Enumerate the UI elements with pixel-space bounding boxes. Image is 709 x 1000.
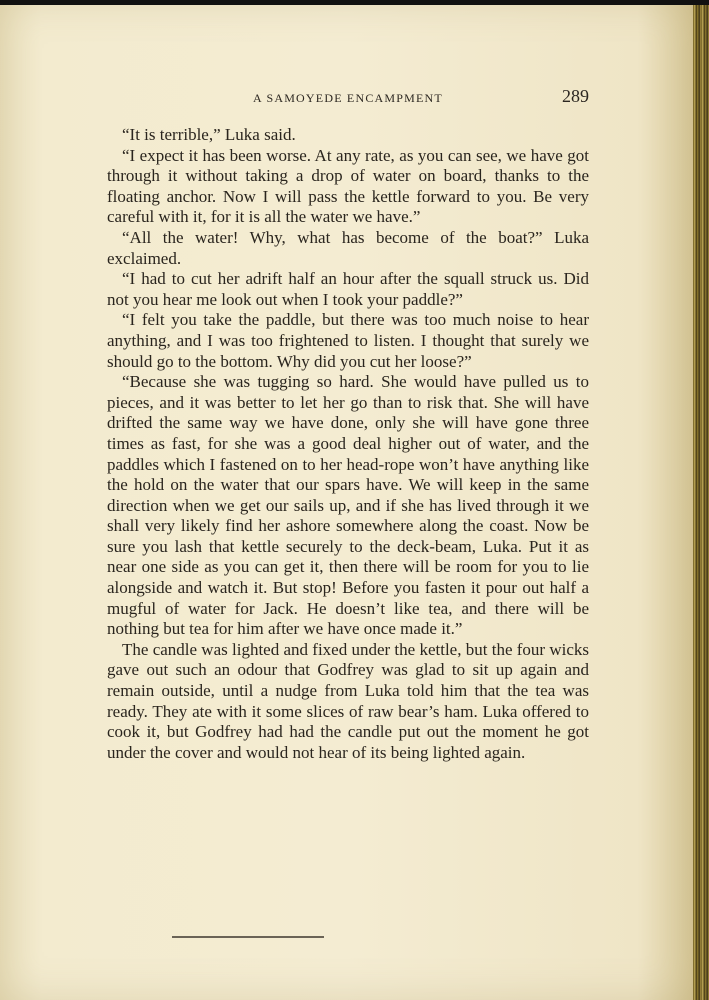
paragraph: “I had to cut her adrift half an hour after the squall struck us. Did not you hear me look out when I took your paddle?”: [107, 269, 589, 309]
paragraph: “I felt you take the paddle, but there was too much noise to hear anything, and I was too frightened to listen. I thought that surely we should go to the bottom. Why did you cut her loose?”: [107, 310, 589, 371]
body-text: [107, 125, 589, 763]
top-border: [0, 0, 709, 5]
running-title: A SAMOYEDE ENCAMPMENT: [253, 91, 443, 105]
paragraph: “I expect it has been worse. At any rate, as you can see, we have got through it without taking a drop of water on board, thanks to the floating anchor. Now I will pass the kettle forward to you. Be very careful with it, for it is all the water we have.”: [107, 145, 589, 227]
paragraph: “It is terrible,” Luka said.: [122, 125, 296, 144]
paragraph: The candle was lighted and fixed under the kettle, but the four wicks gave out such an odour that Godfrey was glad to sit up again and remain outside, until a nudge from Luka told him that the tea was ready. They ate with it some slices of raw bear’s ham. Luka offered to cook it, but Godfrey had had the candle put out the moment he got under the cover and would not hear of its being lighted again.: [107, 639, 589, 762]
page-number: 289: [562, 86, 589, 106]
page-header: [107, 86, 589, 110]
paragraph: “All the water! Why, what has become of the boat?” Luka exclaimed.: [107, 227, 589, 268]
paragraph: “Because she was tugging so hard. She would have pulled us to pieces, and it was better to let her go than to risk that. She will have drifted the same way we have done, only she will have gone three times as fast, for she was a good deal higher out of water, and the paddles which I fastened on to her head-rope won’t have anything like the hold on the water that our spars have. We will keep in the same direction when we get our sails up, and if she has lived through it we shall very likely find her ashore somewhere along the coast. Now be sure you lash that kettle securely to the deck-beam, Luka. Put it as near one side as you can get it, then there will be room for you to lie alongside and watch it. But stop! Before you fasten it pour out half a mugful of water for Jack. He doesn’t like tea, and there will be nothing but tea for him after we have once made it.”: [107, 372, 589, 639]
page-edge-binding: [693, 0, 709, 1000]
divider-rule: [172, 936, 324, 938]
